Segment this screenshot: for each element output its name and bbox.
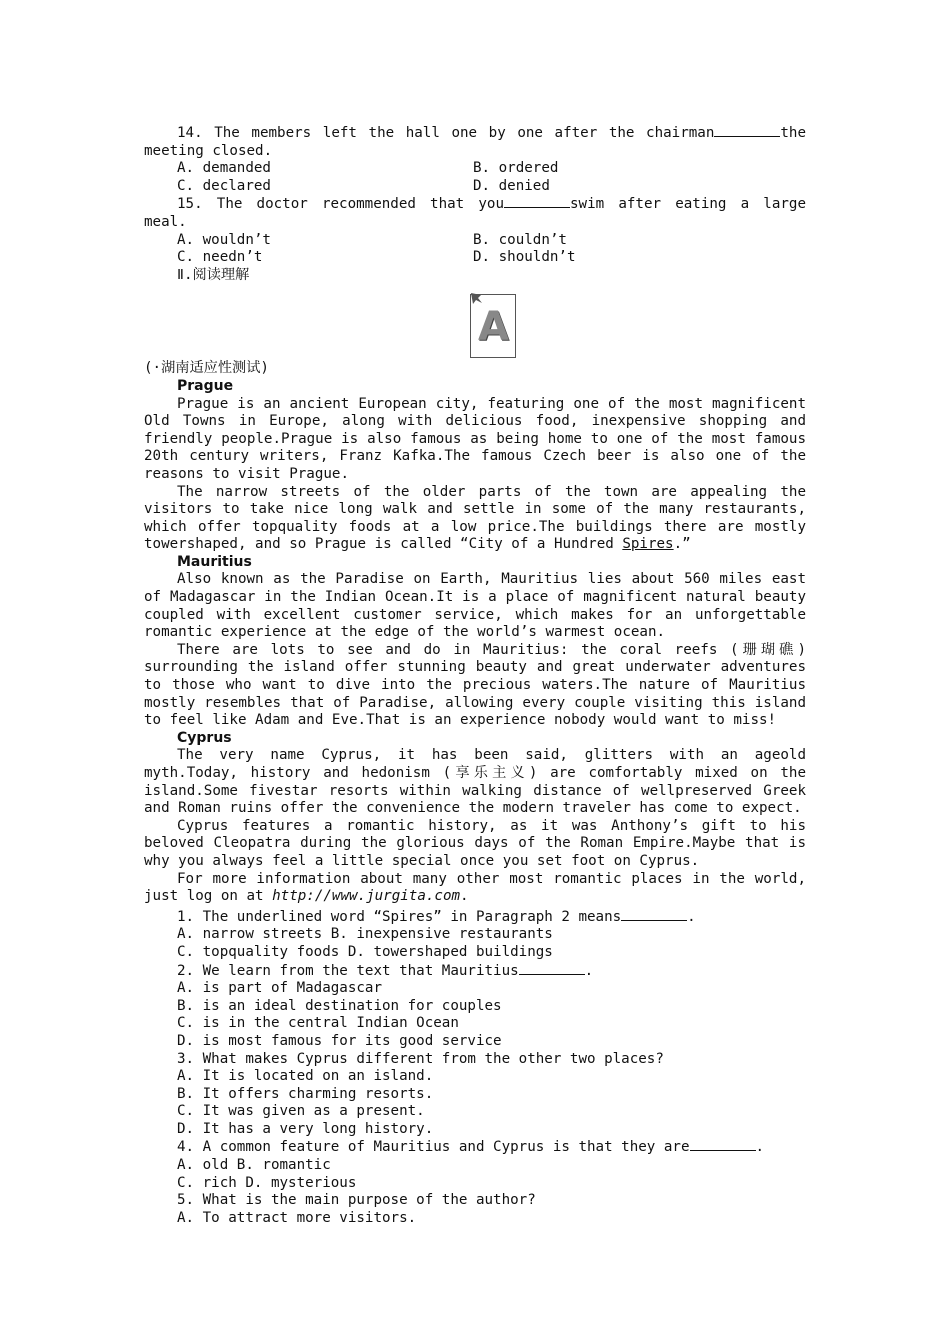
q15-option-c: C. needn’t <box>177 249 263 266</box>
mauritius-heading: Mauritius <box>177 553 252 570</box>
passage-badge-area <box>144 284 806 360</box>
q15-options-row1 <box>144 232 806 250</box>
q14-option-a: A. demanded <box>177 160 271 177</box>
question-2-stem: 2. We learn from the text that Mauritius . <box>177 962 594 979</box>
passage-badge-letter: A <box>478 304 509 351</box>
question-3-option: B. It offers charming resorts. <box>177 1085 434 1102</box>
cyprus-paragraph-2: Cyprus features a romantic history, as it was Anthony’s gift to his beloved Cleopatra during the glorious days of the Roman Empire.Maybe that is why you always feel a little special once you set foot on Cyprus. <box>144 817 806 869</box>
q15-option-b: B. couldn’t <box>473 231 567 248</box>
question-4-stem: 4. A common feature of Mauritius and Cyprus is that they are . <box>177 1139 765 1156</box>
mauritius-paragraph-1: Also known as the Paradise on Earth, Mauritius lies about 560 miles east of Madagascar in the Indian Ocean.It is a place of magnificent natural beauty coupled with excellent customer service, which makes for an unforgettable romantic experience at the edge of the world’s warmest ocean. <box>144 571 806 641</box>
question-5-stem: 5. What is the main purpose of the author? <box>177 1192 536 1209</box>
answer-blank <box>690 1138 756 1151</box>
question-3-option: A. It is located on an island. <box>177 1068 434 1085</box>
question-4-options: C. rich D. mysterious <box>177 1174 357 1191</box>
cyprus-paragraph-3: For more information about many other most romantic places in the world, just log on at http://www.jurgita.com. <box>144 870 806 905</box>
q14-option-d: D. denied <box>473 177 550 194</box>
question-4-options: A. old B. romantic <box>177 1157 331 1174</box>
underlined-word: Spires <box>622 536 674 553</box>
q14-options-row1 <box>144 160 806 178</box>
answer-blank <box>519 962 585 975</box>
answer-blank <box>504 195 570 208</box>
cyprus-paragraph-1: The very name Cyprus, it has been said, glitters with an ageold myth.Today, history and hedonism (享乐主义) are comfortably mixed on the island.Some fivestar resorts within walking distance of wellpreserved Greek and Roman ruins offer the convenience the modern traveler has come to expect. <box>144 747 806 817</box>
question-1-options: A. narrow streets B. inexpensive restaurants <box>177 926 553 943</box>
cyprus-heading: Cyprus <box>177 729 232 746</box>
q15-option-d: D. shouldn’t <box>473 249 576 266</box>
website-link[interactable]: http://www.jurgita.com <box>272 888 461 905</box>
prague-heading: Prague <box>177 377 234 394</box>
question-3-stem: 3. What makes Cyprus different from the other two places? <box>177 1050 664 1067</box>
q14-option-c: C. declared <box>177 177 271 194</box>
question-2-option: D. is most famous for its good service <box>177 1032 502 1049</box>
q15-option-a: A. wouldn’t <box>177 231 271 248</box>
section-title: Ⅱ.阅读理解 <box>177 266 250 283</box>
q15-options-row2 <box>144 249 806 267</box>
question-3-option: D. It has a very long history. <box>177 1120 434 1137</box>
q14-stem: 14. The members left the hall one by one after the chairman the meeting closed. <box>144 125 806 159</box>
answer-blank <box>714 124 780 137</box>
q15-stem: 15. The doctor recommended that you swim after eating a large meal. <box>144 196 806 230</box>
source-note: (·湖南适应性测试) <box>144 360 269 377</box>
answer-blank <box>621 908 687 921</box>
question-1-stem: 1. The underlined word “Spires” in Paragraph 2 means . <box>177 908 696 925</box>
passage-badge <box>470 294 516 358</box>
q14-options-row2 <box>144 178 806 196</box>
question-2-option: A. is part of Madagascar <box>177 980 382 997</box>
question-3-option: C. It was given as a present. <box>177 1103 425 1120</box>
question-2-option: C. is in the central Indian Ocean <box>177 1015 459 1032</box>
prague-paragraph-1: Prague is an ancient European city, featuring one of the most magnificent Old Towns in Europe, along with delicious food, inexpensive shopping and friendly people.Prague is also famous as being home to one of the most famous 20th century writers, Franz Kafka.The famous Czech beer is also one of the reasons to visit Prague. <box>144 395 806 482</box>
question-5-option: A. To attract more visitors. <box>177 1209 417 1226</box>
q14-option-b: B. ordered <box>473 160 559 177</box>
question-2-option: B. is an ideal destination for couples <box>177 997 502 1014</box>
mauritius-paragraph-2: There are lots to see and do in Mauritius: the coral reefs (珊瑚礁) surrounding the island offer stunning beauty and great underwater adventures to those who want to dive into the precious waters.The nature of Mauritius mostly resembles that of Paradise, allowing every couple visiting this island to feel like Adam and Eve.That is an experience nobody would want to miss! <box>144 641 806 729</box>
prague-paragraph-2: The narrow streets of the older parts of the town are appealing the visitors to take nice long walk and settle in some of the many restaurants, which offer topquality foods at a low price.The buildings there are mostly towershaped, and so Prague is called “City of a Hundred Spires.” <box>144 483 806 553</box>
document-page <box>144 124 806 1227</box>
question-1-options: C. topquality foods D. towershaped buildings <box>177 943 553 960</box>
